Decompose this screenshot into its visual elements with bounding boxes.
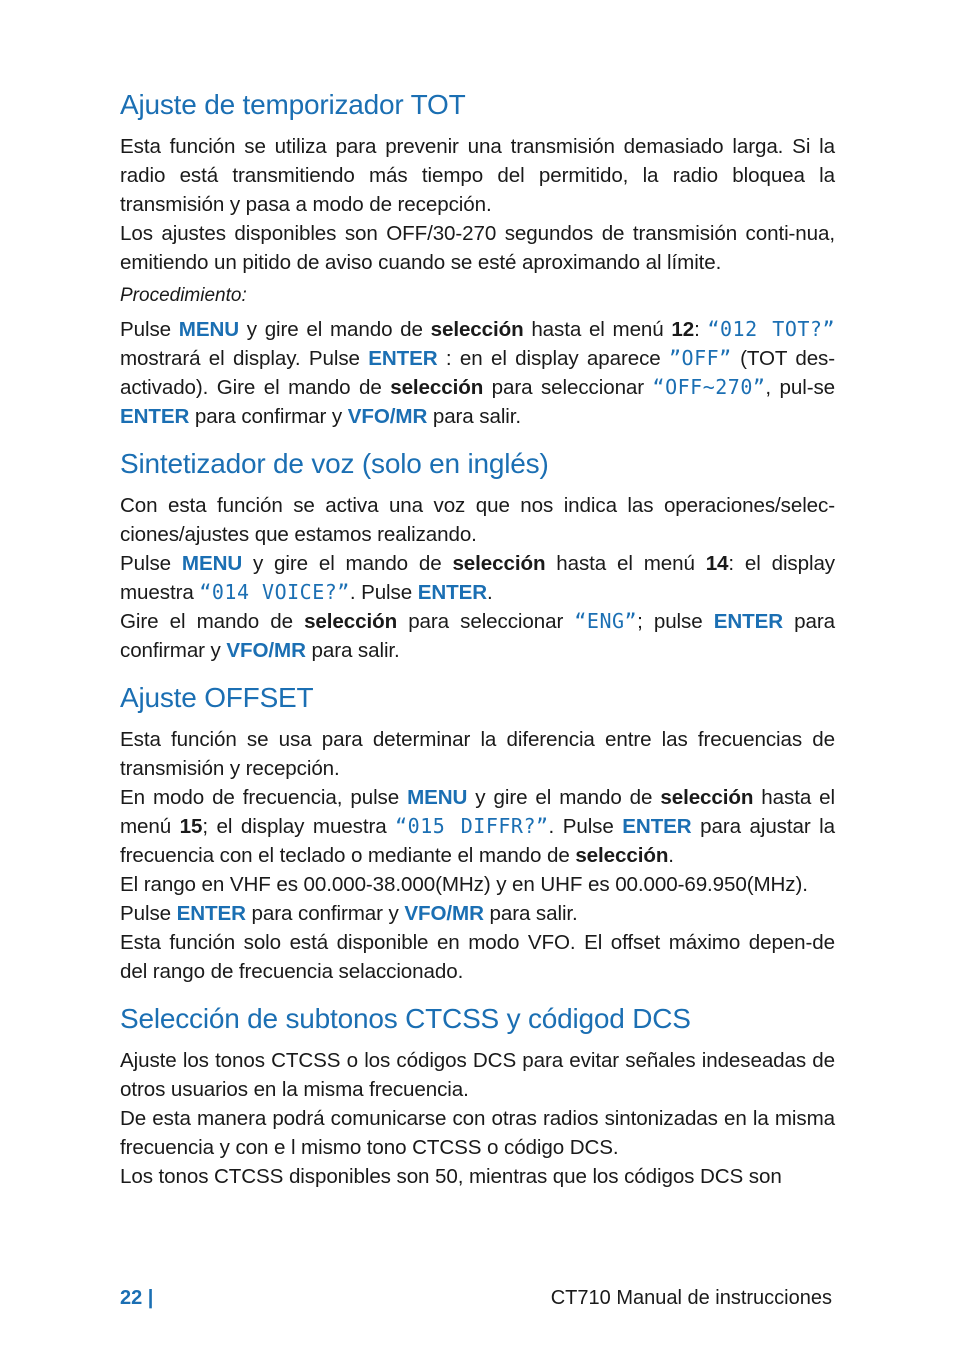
text: y gire el mando de [239,318,431,341]
paragraph-procedure [120,315,835,431]
section-title-offset: Ajuste OFFSET [120,682,314,713]
paragraph: Esta función se utiliza para prevenir una transmisión demasiado larga. Si la radio está transmitiendo más tiempo del permitido, la radio bloquea la transmisión y pasa a modo de recepción. [120,135,835,216]
display-text: “OFF~270” [652,375,766,399]
vfo-mr-key: VFO/MR [347,405,428,428]
text: : [694,318,708,341]
display-text: ”OFF” [669,346,732,370]
vfo-mr-key: VFO/MR [226,639,306,662]
text: mostrará el display. Pulse [120,347,369,370]
display-text: “012 TOT?” [707,317,835,341]
paragraph [120,549,835,607]
selection-knob: selección [575,844,669,867]
section-ctcss [120,1002,835,1191]
text: hasta el menú [523,318,672,341]
paragraph: Esta función solo está disponible en modo VFO. El offset máximo depen-de del rango de frecuencia selaccionado. [120,931,835,983]
enter-key: ENTER [713,610,784,633]
selection-knob: selección [304,610,398,633]
section-title-voice: Sintetizador de voz (solo en inglés) [120,448,549,479]
menu-key: MENU [181,552,243,575]
text: hasta el menú [120,786,835,838]
paragraph: Los ajustes disponibles son OFF/30-270 segundos de transmisión conti-nua, emitiendo un pitido de aviso cuando se esté aproximando al límite. [120,222,835,274]
text: para ajustar la frecuencia con el teclado o mediante el mando de [120,815,835,867]
text: para seleccionar [483,376,653,399]
display-text: “015 DIFFR?” [395,814,549,838]
selection-knob: selección [430,318,524,341]
text: hasta el menú [545,552,706,575]
page-content [120,88,835,1207]
vfo-mr-key: VFO/MR [404,902,484,925]
text: para salir. [305,639,400,662]
enter-key: ENTER [368,347,438,370]
procedure-label: Procedimiento: [120,285,247,306]
text: ; pulse [637,610,714,633]
text: ; el display muestra [202,815,396,838]
text: para confirmar y [245,902,405,925]
selection-knob: selección [452,552,546,575]
page-number: 22 | [120,1287,154,1309]
enter-key: ENTER [417,581,488,604]
paragraph: Esta función se usa para determinar la diferencia entre las frecuencias de transmisión y recepción. [120,728,835,780]
text: Pulse [120,318,179,341]
section-title-ctcss: Selección de subtonos CTCSS y códigod DCS [120,1003,691,1034]
selection-knob: selección [390,376,484,399]
menu-key: MENU [178,318,240,341]
paragraph [120,783,835,870]
enter-key: ENTER [622,815,692,838]
text: Gire el mando de [120,610,305,633]
paragraph: De esta manera podrá comunicarse con otras radios sintonizadas en la misma frecuencia y con e l mismo tono CTCSS o código DCS. [120,1107,835,1159]
menu-number: 12 [671,318,695,341]
text: (TOT des-activado). Gire el mando de [120,347,836,399]
paragraph: Los tonos CTCSS disponibles son 50, mientras que los códigos DCS son [120,1165,782,1188]
text: Pulse [120,552,182,575]
menu-number: 15 [179,815,203,838]
text: para salir. [483,902,578,925]
section-voice [120,447,835,665]
text: . [668,844,674,867]
manual-title: CT710 Manual de instrucciones [550,1287,832,1309]
text: En modo de frecuencia, pulse [120,786,408,809]
paragraph [120,899,835,928]
paragraph: Ajuste los tonos CTCSS o los códigos DCS para evitar señales indeseadas de otros usuarios en la misma frecuencia. [120,1049,835,1101]
text: para seleccionar [397,610,575,633]
section-tot [120,88,835,431]
enter-key: ENTER [120,405,190,428]
menu-key: MENU [407,786,468,809]
text: Pulse [120,902,177,925]
paragraph: Con esta función se activa una voz que nos indica las operaciones/selec-ciones/ajustes que estamos realizando. [120,494,835,546]
section-offset [120,681,835,986]
text: : en el display aparece [437,347,670,370]
section-title-tot: Ajuste de temporizador TOT [120,89,466,120]
menu-number: 14 [705,552,729,575]
text: . [487,581,493,604]
text: para salir. [427,405,522,428]
text: y gire el mando de [467,786,661,809]
text: . Pulse [548,815,623,838]
text: , pul-se [765,376,836,399]
text: : el display muestra [120,552,836,604]
text: para confirmar y [120,610,835,662]
selection-knob: selección [660,786,754,809]
text: y gire el mando de [242,552,453,575]
paragraph [120,607,835,665]
text: . Pulse [349,581,418,604]
display-text: “ENG” [574,609,638,633]
enter-key: ENTER [176,902,246,925]
paragraph: El rango en VHF es 00.000-38.000(MHz) y en UHF es 00.000-69.950(MHz). [120,873,808,896]
display-text: “014 VOICE?” [199,580,350,604]
text: para confirmar y [189,405,348,428]
